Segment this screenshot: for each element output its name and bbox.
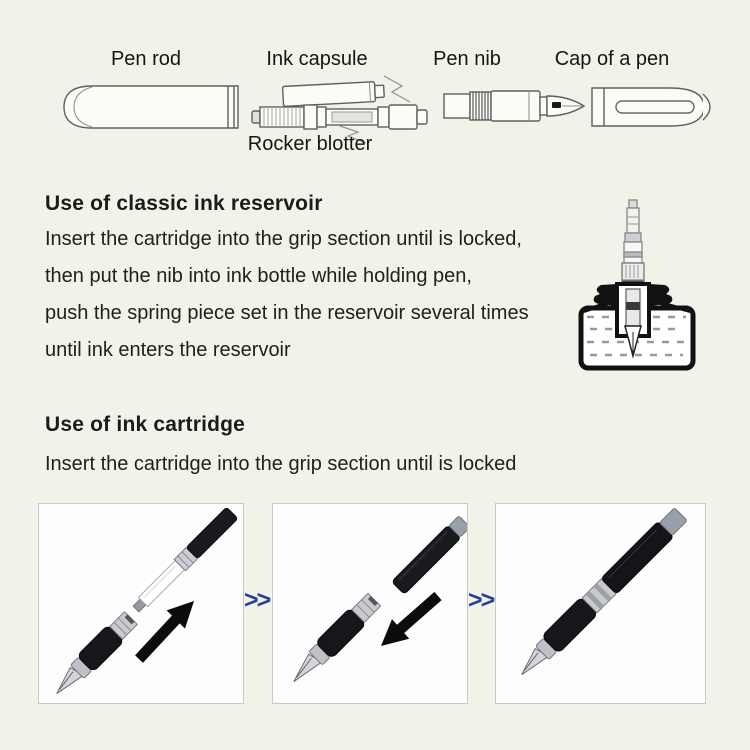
reservoir-instruction-line-2: then put the nib into ink bottle while holding pen, (45, 265, 472, 287)
attach-converter-photo (39, 504, 243, 703)
reservoir-section-heading: Use of classic ink reservoir (45, 192, 323, 215)
step-panel-3 (495, 503, 706, 704)
step-panel-2 (272, 503, 468, 704)
pen-rod-drawing (64, 86, 238, 128)
reservoir-instruction-line-3: push the spring piece set in the reservoir several times (45, 302, 529, 324)
ink-capsule-drawing (283, 81, 385, 106)
reservoir-instruction-line-1: Insert the cartridge into the grip section until is locked, (45, 228, 522, 250)
pen-grip-section (48, 610, 139, 701)
step-separator-1: >> (244, 586, 270, 614)
step-panel-1 (38, 503, 244, 704)
pen-nib-drawing (444, 91, 584, 121)
label-cap-of-a-pen: Cap of a pen (554, 48, 670, 70)
assembled-pen (513, 506, 690, 683)
pen-parts-drawing (0, 66, 750, 144)
cartridge-instruction-line: Insert the cartridge into the grip section until is locked (45, 453, 517, 475)
pen-grip-section (285, 592, 383, 690)
converter (130, 507, 237, 614)
assembled-pen-photo (496, 504, 705, 703)
insert-direction-arrow (135, 601, 194, 663)
reservoir-instruction-line-4: until ink enters the reservoir (45, 339, 291, 361)
ink-bottle-illustration (573, 190, 715, 382)
step-separator-2: >> (468, 586, 494, 614)
label-ink-capsule: Ink capsule (266, 48, 368, 70)
insert-direction-arrow (381, 592, 442, 646)
rocker-blotter-drawing (252, 105, 427, 129)
label-pen-rod: Pen rod (110, 48, 182, 70)
label-pen-nib: Pen nib (433, 48, 501, 70)
bottle-cap-right (649, 284, 672, 306)
pen-cap-drawing (592, 88, 710, 126)
capsule-pointer-line (384, 76, 410, 102)
cartridge-section-heading: Use of ink cartridge (45, 413, 246, 436)
ink-cartridge (392, 515, 467, 594)
insert-cartridge-photo (273, 504, 467, 703)
bottle-cap-left (594, 284, 617, 306)
label-rocker-blotter: Rocker blotter (247, 133, 373, 155)
